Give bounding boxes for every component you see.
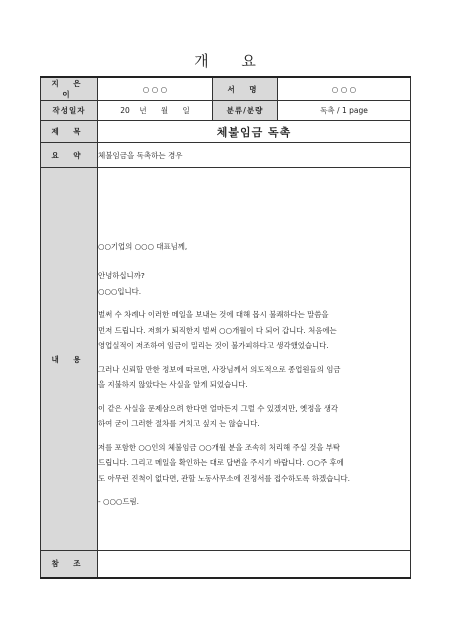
subject-label: 제 목 bbox=[41, 121, 98, 143]
document-title: 개 요 bbox=[194, 52, 270, 70]
date-label: 작성일자 bbox=[41, 101, 98, 121]
author-row bbox=[41, 77, 411, 101]
subject-row bbox=[41, 121, 411, 143]
letter-closing: - ○○○드림. bbox=[98, 497, 139, 506]
reference-value bbox=[98, 551, 411, 578]
letter-paragraph-line: 이 같은 사실을 문제삼으려 한다면 얼마든지 그럴 수 있겠지만, 옛정을 생각 bbox=[98, 403, 339, 413]
letter-paragraph-line: 영업실적이 저조하여 임금이 밀리는 것이 불가피하다고 생각했었습니다. bbox=[98, 341, 329, 350]
letter-paragraph-line: 드립니다. 그리고 메일을 확인하는 대로 답변을 주시기 바랍니다. ○○주 후에 bbox=[98, 458, 344, 467]
letter-paragraph-line: 도 아무런 진척이 없다면, 관할 노동사무소에 진정서를 접수하도록 하겠습니다. bbox=[98, 473, 350, 483]
date-row bbox=[41, 101, 411, 121]
letter-line: 안녕하십니까? bbox=[98, 271, 145, 280]
category-value: 독촉 / 1 page bbox=[278, 101, 411, 121]
letter-paragraph-line: 하여 굳이 그러한 절차를 거치고 싶지 는 않습니다. bbox=[98, 419, 260, 428]
reference-label: 참 조 bbox=[41, 551, 98, 578]
summary-row bbox=[41, 143, 411, 168]
summary-value: 체불임금을 독촉하는 경우 bbox=[98, 143, 411, 168]
summary-label: 요 약 bbox=[41, 143, 98, 168]
letter-paragraph-line: 먼저 드립니다. 저희가 퇴직한지 벌써 ○○개월이 다 되어 갑니다. 처음에는 bbox=[98, 325, 337, 335]
signature-label: 서 명 bbox=[213, 77, 278, 101]
content-row bbox=[41, 168, 411, 551]
author-label: 지 은 이 bbox=[41, 77, 98, 101]
author-value: ○ ○ ○ bbox=[98, 77, 213, 101]
letter-paragraph-line: 그러나 신뢰할 만한 정보에 따르면, 사장님께서 의도적으로 종업원들의 임금 bbox=[98, 364, 341, 374]
letter-paragraph-line: 을 지불하지 않았다는 사실을 알게 되었습니다. bbox=[98, 380, 248, 389]
subject-value: 체불임금 독촉 bbox=[98, 121, 411, 143]
letter-greeting: ○○기업의 ○○○ 대표님께, bbox=[98, 241, 188, 251]
summary-form-table bbox=[40, 76, 411, 579]
letter-line: ○○○입니다. bbox=[98, 286, 142, 296]
date-value: 20 년 월 일 bbox=[98, 101, 213, 121]
content-label: 내 용 bbox=[41, 168, 98, 551]
letter-paragraph-line: 저를 포함한 ○○인의 체불임금 ○○개월 분을 조속히 처리해 주실 것을 부탁 bbox=[98, 442, 341, 452]
category-label: 분류/분량 bbox=[213, 101, 278, 121]
signature-value: ○ ○ ○ bbox=[278, 77, 411, 101]
reference-row bbox=[41, 551, 411, 578]
letter-paragraph-line: 벌써 수 차례나 이러한 메일을 보내는 것에 대해 몹시 불쾌하다는 말씀을 bbox=[98, 310, 329, 319]
letter-body bbox=[98, 168, 411, 551]
